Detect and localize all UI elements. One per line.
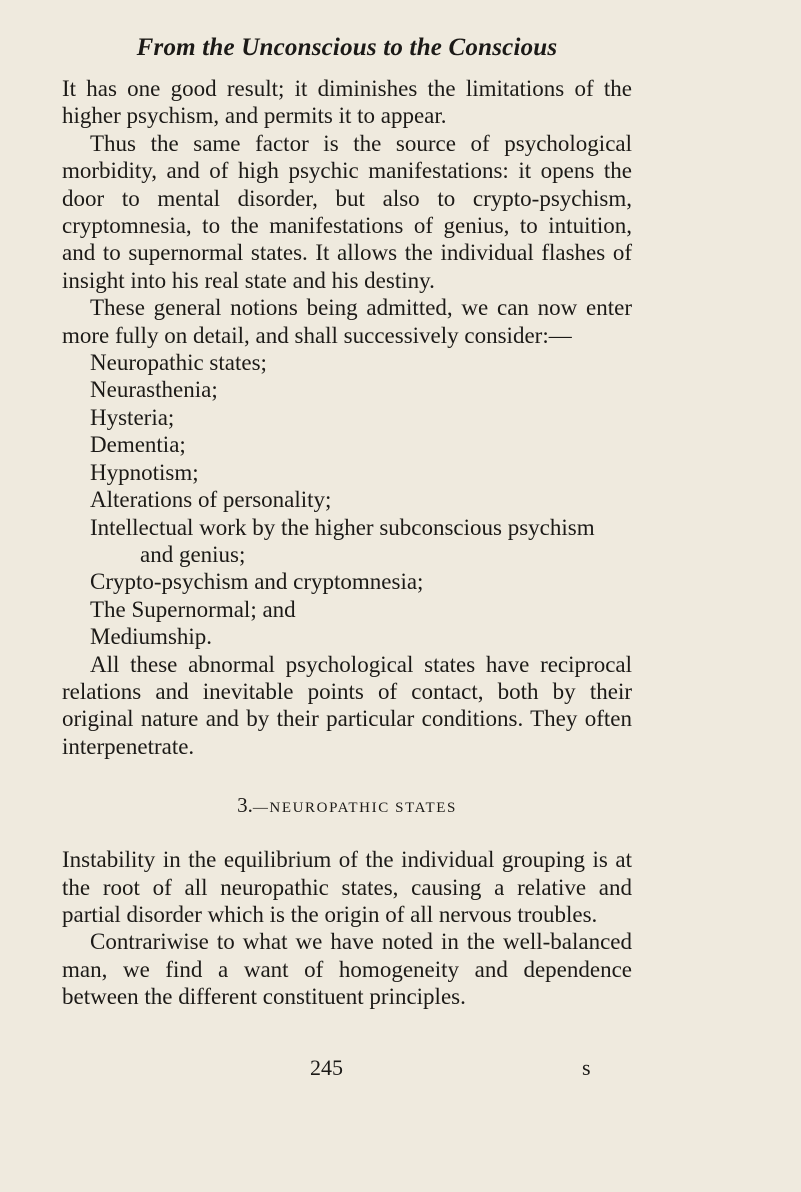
list-item: Neuropathic states; [90,350,267,376]
topics-list [62,349,632,650]
section-title: NEUROPATHIC STATES [269,800,457,817]
list-item-continuation: and genius; [140,541,246,567]
intro-paragraph-3: These general notions being admitted, we can now enter more fully on detail, and shall successively consider:— [62,295,632,348]
section-number: 3. [237,793,253,818]
intro-paragraph-1: It has one good result; it diminishes the limitations of the higher psychism, and permits it to appear. [62,76,632,129]
list-item: Hypnotism; [90,459,199,485]
section-paragraph-1: Instability in the equilibrium of the individual grouping is at the root of all neuropathic states, causing a relative and partial disorder which is the origin of all nervous troubles. [62,847,632,927]
list-item: Hysteria; [90,404,175,430]
intro-paragraph-2: Thus the same factor is the source of psychological morbidity, and of high psychic manifestations: it opens the door to mental disorder, but also to crypto-psychism, cryptomnesia, to the manifestations of genius, to intuition, and to supernormal states. It allows the individual flashes of insight into his real state and his destiny. [62,130,632,293]
list-item: Crypto-psychism and cryptomnesia; [90,569,424,595]
page-number: 245 [310,1055,343,1080]
book-page [62,32,632,1011]
list-item-text: Intellectual work by the higher subconscious psychism [90,514,595,540]
closing-paragraph: All these abnormal psychological states have reciprocal relations and inevitable points of contact, both by their original nature and by their particular conditions. They often interpenetrate. [62,651,632,759]
list-item: Dementia; [90,432,186,458]
section-paragraph-2: Contrariwise to what we have noted in the well-balanced man, we find a want of homogeneity and dependence between the different constituent principles. [62,929,632,1010]
section-heading [62,795,632,818]
list-item: Neurasthenia; [90,377,218,403]
list-item: Mediumship. [90,624,213,650]
list-item [62,514,632,569]
list-item: The Supernormal; and [90,596,296,622]
running-head: From the Unconscious to the Conscious [136,34,558,61]
page-body [62,75,632,1011]
signature-mark: s [582,1055,591,1080]
list-item: Alterations of personality; [90,487,332,513]
section-dash: — [252,800,270,817]
